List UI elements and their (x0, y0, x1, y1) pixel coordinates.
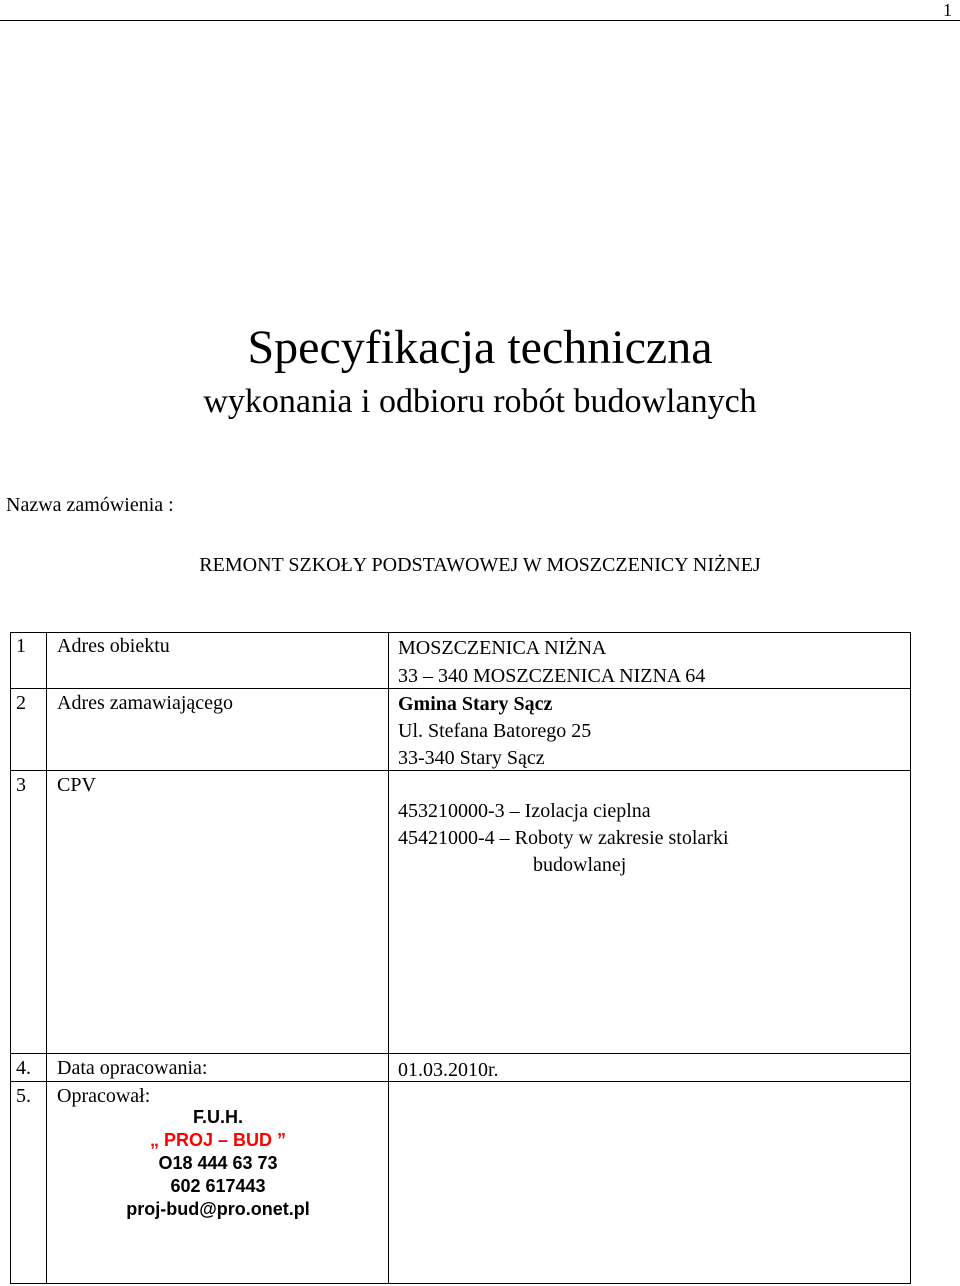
preparation-date: 01.03.2010r. (398, 1059, 499, 1081)
author-company-name: „ PROJ – BUD ” (149, 1130, 287, 1150)
author-email: proj-bud@pro.onet.pl (126, 1199, 310, 1219)
row-label-date: Data opracowania: (57, 1057, 208, 1079)
row-label-author: Opracował: (57, 1085, 151, 1107)
row-label-cpv: CPV (57, 774, 96, 796)
author-phone: 602 617443 (170, 1176, 266, 1196)
table-border-right (910, 632, 911, 1283)
client-city: 33-340 Stary Sącz (398, 747, 545, 769)
document-subtitle: wykonania i odbioru robót budowlanych (203, 383, 757, 420)
document-title: Specyfikacja techniczna (247, 321, 713, 374)
client-name: Gmina Stary Sącz (398, 693, 553, 715)
cpv-code: 453210000-3 – Izolacja cieplna (398, 800, 651, 822)
site-address-line: MOSZCZENICA NIŻNA (398, 637, 607, 659)
table-border-bottom (10, 1283, 911, 1284)
row-number: 5. (16, 1085, 31, 1107)
order-name-label: Nazwa zamówienia : (6, 494, 174, 516)
cpv-code-continued: budowlanej (533, 854, 627, 876)
row-number: 3 (16, 774, 26, 796)
header-rule (0, 20, 960, 21)
table-border-left (10, 632, 11, 1283)
author-phone: O18 444 63 73 (158, 1153, 278, 1173)
row-label-client-address: Adres zamawiającego (57, 692, 234, 714)
order-name-value: REMONT SZKOŁY PODSTAWOWEJ W MOSZCZENICY NIŻNEJ (199, 554, 761, 576)
cpv-code: 45421000-4 – Roboty w zakresie stolarki (398, 827, 729, 849)
row-number: 4. (16, 1057, 31, 1079)
row-number: 2 (16, 692, 26, 714)
site-address-line: 33 – 340 MOSZCZENICA NIZNA 64 (398, 665, 706, 687)
row-number: 1 (16, 635, 26, 657)
row-label-site-address: Adres obiektu (57, 635, 170, 657)
author-company-type: F.U.H. (192, 1107, 243, 1127)
page-number: 1 (943, 0, 952, 20)
client-street: Ul. Stefana Batorego 25 (398, 720, 592, 742)
